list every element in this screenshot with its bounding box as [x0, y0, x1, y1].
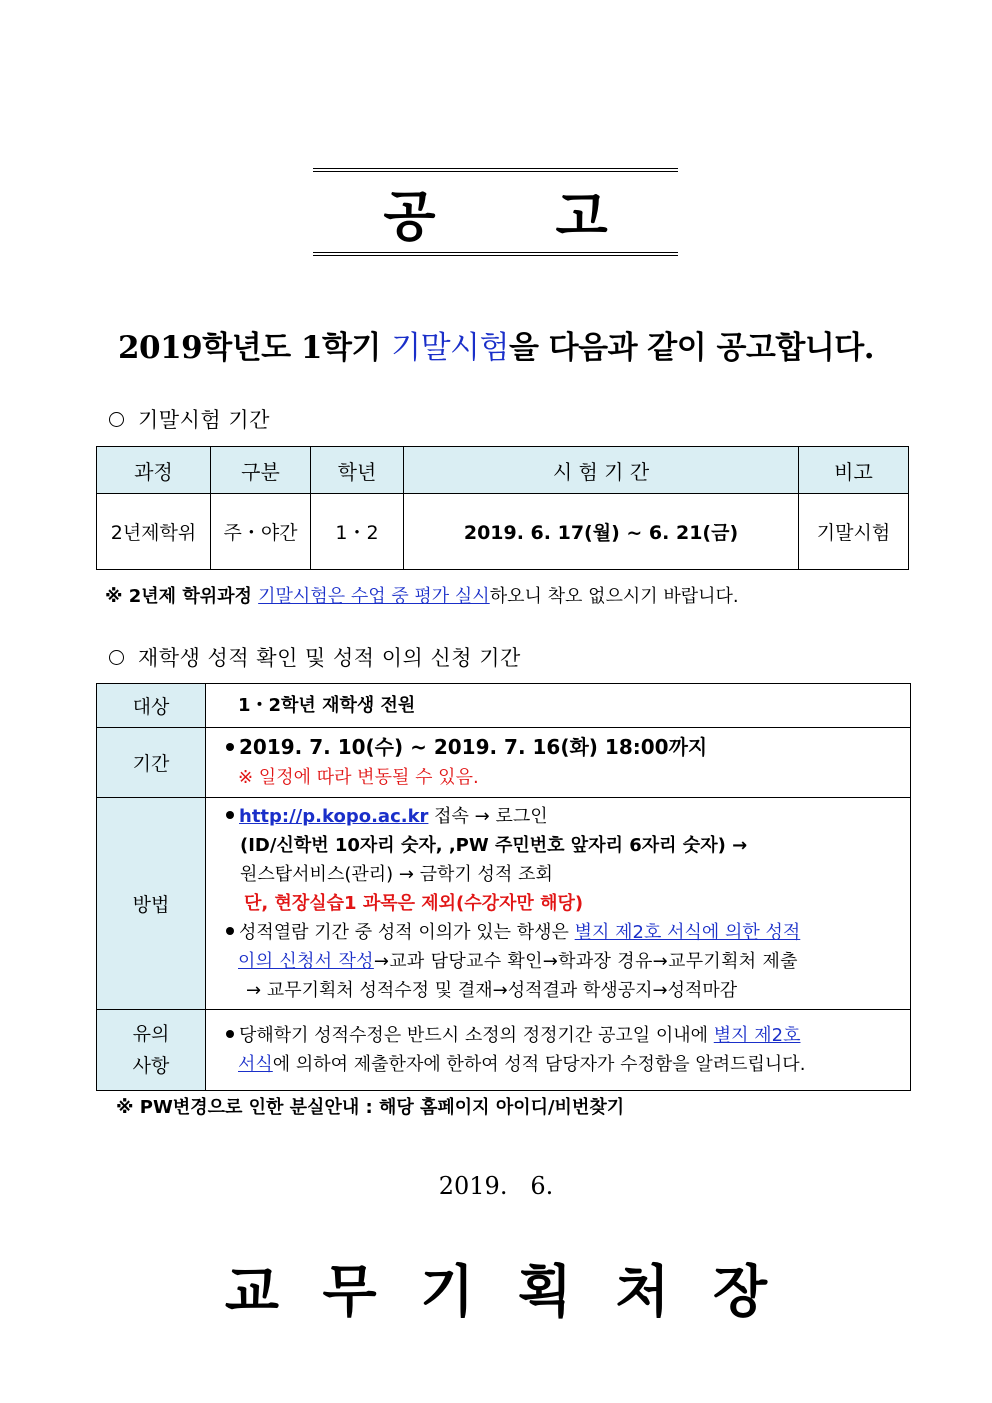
period-line	[226, 733, 908, 763]
caution-label-1: 유의	[132, 1023, 170, 1045]
period-note: ※ 일정에 따라 변동될 수 있음.	[238, 767, 479, 788]
caution-label	[97, 1010, 206, 1091]
table-cell: 2년제학위	[97, 494, 211, 570]
table-row	[97, 728, 911, 798]
method-cell	[206, 798, 911, 1010]
method-line1-post: 접속 → 로그인	[428, 806, 548, 827]
pw-note: ※ PW변경으로 인한 분실안내 : 해당 홈페이지 아이디/비번찾기	[116, 1097, 625, 1118]
circle-bullet-icon	[109, 650, 124, 665]
bullet-icon	[226, 743, 234, 751]
table-cell: 기말시험	[799, 494, 909, 570]
header-cell: 구분	[211, 447, 311, 494]
signer-char: 교	[224, 1260, 280, 1325]
headline-post: 을 다음과 같이 공고합니다.	[508, 330, 875, 366]
bullet-icon	[226, 1030, 234, 1038]
method-b2-highlight2: 이의 신청서 작성	[238, 951, 374, 972]
notice-date: 2019. 6.	[438, 1172, 554, 1200]
notice-title	[313, 168, 678, 256]
method-b2-pre: 성적열람 기간 중 성적 이의가 있는 학생은	[239, 922, 575, 943]
period-value: 2019. 7. 10(수) ~ 2019. 7. 16(화) 18:00까지	[239, 735, 708, 759]
exam-note-post: 하오니 착오 없으시기 바랍니다.	[489, 586, 739, 607]
target-label: 대상	[97, 684, 206, 728]
table-header-row	[97, 447, 909, 494]
table-row	[97, 684, 911, 728]
exam-note-highlight: 기말시험은 수업 중 평가 실시	[258, 586, 490, 607]
signer-char: 기	[420, 1260, 475, 1325]
method-b2-line2	[226, 947, 908, 976]
exam-note-pre: ※ 2년제 학위과정	[105, 586, 259, 607]
signer-char: 장	[712, 1260, 768, 1325]
section1-title	[109, 404, 270, 434]
headline-highlight: 기말시험	[391, 330, 509, 366]
method-line-2: (ID/신학번 10자리 숫자, ,PW 주민번호 앞자리 6자리 숫자) →	[240, 835, 748, 856]
method-b2-line3: → 교무기획처 성적수정 및 결재→성적결과 학생공지→성적마감	[246, 980, 738, 1001]
header-cell: 시 험 기 간	[404, 447, 799, 494]
kopo-link[interactable]: http://p.kopo.ac.kr	[239, 806, 429, 827]
table-cell: 1・2	[311, 494, 404, 570]
period-cell	[206, 728, 911, 798]
caution-pre: 당해학기 성적수정은 반드시 소정의 정정기간 공고일 이내에	[239, 1025, 714, 1046]
title-char-1: 공	[383, 184, 436, 248]
method-b2-highlight1: 별지 제2호 서식에 의한 성적	[574, 922, 801, 943]
signer-char: 무	[322, 1260, 377, 1325]
table-row	[97, 798, 911, 1010]
caution-post: 에 의하여 제출한자에 한하여 성적 담당자가 수정함을 알려드립니다.	[272, 1054, 806, 1075]
grade-check-table	[96, 683, 911, 1091]
caution-line-2	[226, 1050, 908, 1079]
target-value: 1・2학년 재학생 전원	[206, 684, 911, 728]
method-line-3: 원스탑서비스(관리) → 금학기 성적 조회	[240, 864, 553, 885]
header-cell: 비고	[799, 447, 909, 494]
exam-note	[105, 582, 739, 608]
header-cell: 학년	[311, 447, 404, 494]
method-line-1	[226, 802, 908, 831]
section2-title-text: 재학생 성적 확인 및 성적 이의 신청 기간	[138, 646, 521, 670]
headline	[0, 322, 992, 367]
method-line-4: 단, 현장실습1 과목은 제외(수강자만 해당)	[244, 893, 584, 914]
signer-char: 획	[517, 1260, 572, 1325]
period-label: 기간	[97, 728, 206, 798]
caution-cell	[206, 1010, 911, 1091]
method-label: 방법	[97, 798, 206, 1010]
bullet-icon	[226, 811, 234, 819]
header-cell: 과정	[97, 447, 211, 494]
signer-char: 처	[615, 1260, 670, 1325]
title-char-2: 고	[555, 184, 608, 248]
caution-label-2: 사항	[132, 1055, 170, 1077]
method-b2-post: →교과 담당교수 확인→학과장 경유→교무기획처 제출	[373, 951, 798, 972]
caution-line-1	[226, 1021, 908, 1050]
signer	[0, 1248, 992, 1328]
table-row	[97, 1010, 911, 1091]
table-cell: 2019. 6. 17(월) ~ 6. 21(금)	[404, 494, 799, 570]
headline-pre: 2019학년도 1학기	[117, 330, 392, 366]
caution-highlight2: 서식	[238, 1054, 273, 1075]
section2-title	[109, 642, 521, 672]
section1-title-text: 기말시험 기간	[138, 408, 270, 432]
exam-period-table	[96, 446, 909, 570]
method-bullet-2	[226, 918, 908, 947]
caution-highlight1: 별지 제2호	[713, 1025, 801, 1046]
circle-bullet-icon	[109, 412, 124, 427]
bullet-icon	[226, 927, 234, 935]
table-row	[97, 494, 909, 570]
table-cell: 주・야간	[211, 494, 311, 570]
